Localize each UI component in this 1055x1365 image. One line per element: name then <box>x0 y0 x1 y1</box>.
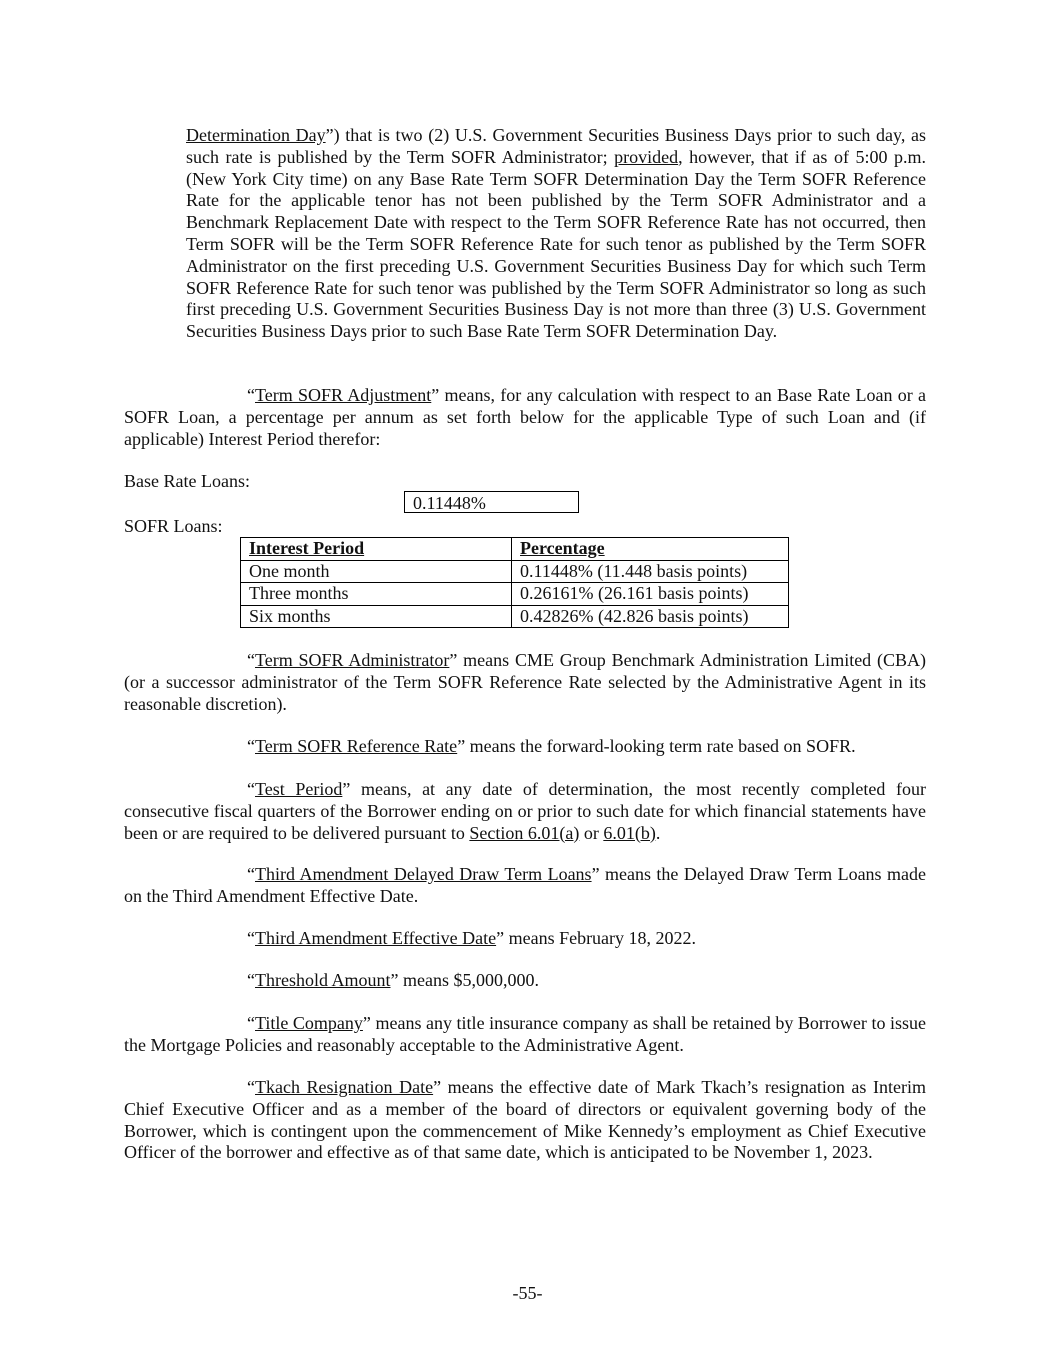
table-cell: 0.42826% (42.826 basis points) <box>512 605 789 628</box>
section-ref: 6.01(b) <box>603 822 656 843</box>
header-percentage: Percentage <box>512 538 789 561</box>
defined-term-ref: Determination Day <box>186 125 326 145</box>
paragraph-continuation: Determination Day”) that is two (2) U.S. Government Securities Business Days prior to such day, as such rate is published by the Term SOFR Administrator; provided, however, that if as of 5:00 p.m. (New York City time) on any Base Rate Term SOFR Determination Day the Term SOFR Reference Rate for the applicable tenor has not been published by the Term SOFR Administrator and a Benchmark Replacement Date with respect to the Term SOFR Reference Rate has not occurred, then Term SOFR will be the Term SOFR Reference Rate for such tenor as published by the Term SOFR Administrator on the first preceding U.S. Government Securities Business Day for which such Term SOFR Reference Rate for such tenor was published by the Term SOFR Administrator so long as such first preceding U.S. Government Securities Business Day is not more than three (3) U.S. Government Securities Business Days prior to such Base Rate Term SOFR Determination Day. <box>186 125 926 342</box>
definition-title-company: “Title Company” means any title insurance company as shall be retained by Borrower to issue the Mortgage Policies and reasonably acceptable to the Administrative Agent. <box>124 1013 927 1055</box>
table-cell: 0.11448% (11.448 basis points) <box>512 560 789 583</box>
table-row <box>241 583 789 606</box>
table-cell: Six months <box>241 605 512 628</box>
definition-term-sofr-administrator: “Term SOFR Administrator” means CME Group Benchmark Administration Limited (CBA) (or a successor administrator of the Term SOFR Reference Rate selected by the Administrative Agent in its reasonable discretion). <box>124 650 926 714</box>
table-row <box>241 560 789 583</box>
base-rate-loans-label: Base Rate Loans: <box>124 471 250 491</box>
definition-term-sofr-reference-rate: “Term SOFR Reference Rate” means the forward-looking term rate based on SOFR. <box>247 736 856 756</box>
table-header-row <box>241 538 789 561</box>
defined-term: Term SOFR Administrator <box>255 650 450 670</box>
definition-test-period: “Test Period” means, at any date of determination, the most recently completed four consecutive fiscal quarters of the Borrower ending on or prior to such date for which financial statements have been or are required to be delivered pursuant to Section 6.01(a) or 6.01(b). <box>124 779 926 843</box>
defined-term: Third Amendment Effective Date <box>255 928 497 948</box>
defined-term: Title Company <box>255 1013 363 1033</box>
definition-third-amendment-ddtl: “Third Amendment Delayed Draw Term Loans” means the Delayed Draw Term Loans made on the Third Amendment Effective Date. <box>124 864 926 906</box>
defined-term: Term SOFR Reference Rate <box>255 736 458 756</box>
table-cell: One month <box>241 560 512 583</box>
sofr-loans-table <box>240 537 789 628</box>
definition-term-sofr-adjustment: “Term SOFR Adjustment” means, for any calculation with respect to an Base Rate Loan or a SOFR Loan, a percentage per annum as set forth below for the applicable Type of such Loan and (if applicable) Interest Period therefor: <box>124 385 926 449</box>
table-row <box>241 605 789 628</box>
definition-threshold-amount: “Threshold Amount” means $5,000,000. <box>247 970 539 990</box>
defined-term: Tkach Resignation Date <box>255 1077 434 1097</box>
defined-term: Test Period <box>255 779 343 799</box>
proviso-term: provided <box>614 146 679 167</box>
section-ref: Section 6.01(a) <box>469 822 580 843</box>
defined-term: Threshold Amount <box>255 970 391 990</box>
defined-term: Term SOFR Adjustment <box>255 385 432 405</box>
header-interest-period: Interest Period <box>241 538 512 561</box>
table-cell: 0.26161% (26.161 basis points) <box>512 583 789 606</box>
page-number: -55- <box>512 1283 543 1303</box>
base-rate-value-box: 0.11448% <box>404 491 579 513</box>
table-cell: Three months <box>241 583 512 606</box>
definition-tkach-resignation-date: “Tkach Resignation Date” means the effective date of Mark Tkach’s resignation as Interim Chief Executive Officer and as a member of the board of directors or equivalent governing body of the Borrower, which is contingent upon the commencement of Mike Kennedy’s employment as Chief Executive Officer of the borrower and effective as of that same date, which is anticipated to be November 1, 2023. <box>124 1077 926 1163</box>
sofr-loans-label: SOFR Loans: <box>124 516 223 536</box>
definition-third-amendment-effective-date: “Third Amendment Effective Date” means February 18, 2022. <box>247 928 697 948</box>
defined-term: Third Amendment Delayed Draw Term Loans <box>255 864 592 884</box>
